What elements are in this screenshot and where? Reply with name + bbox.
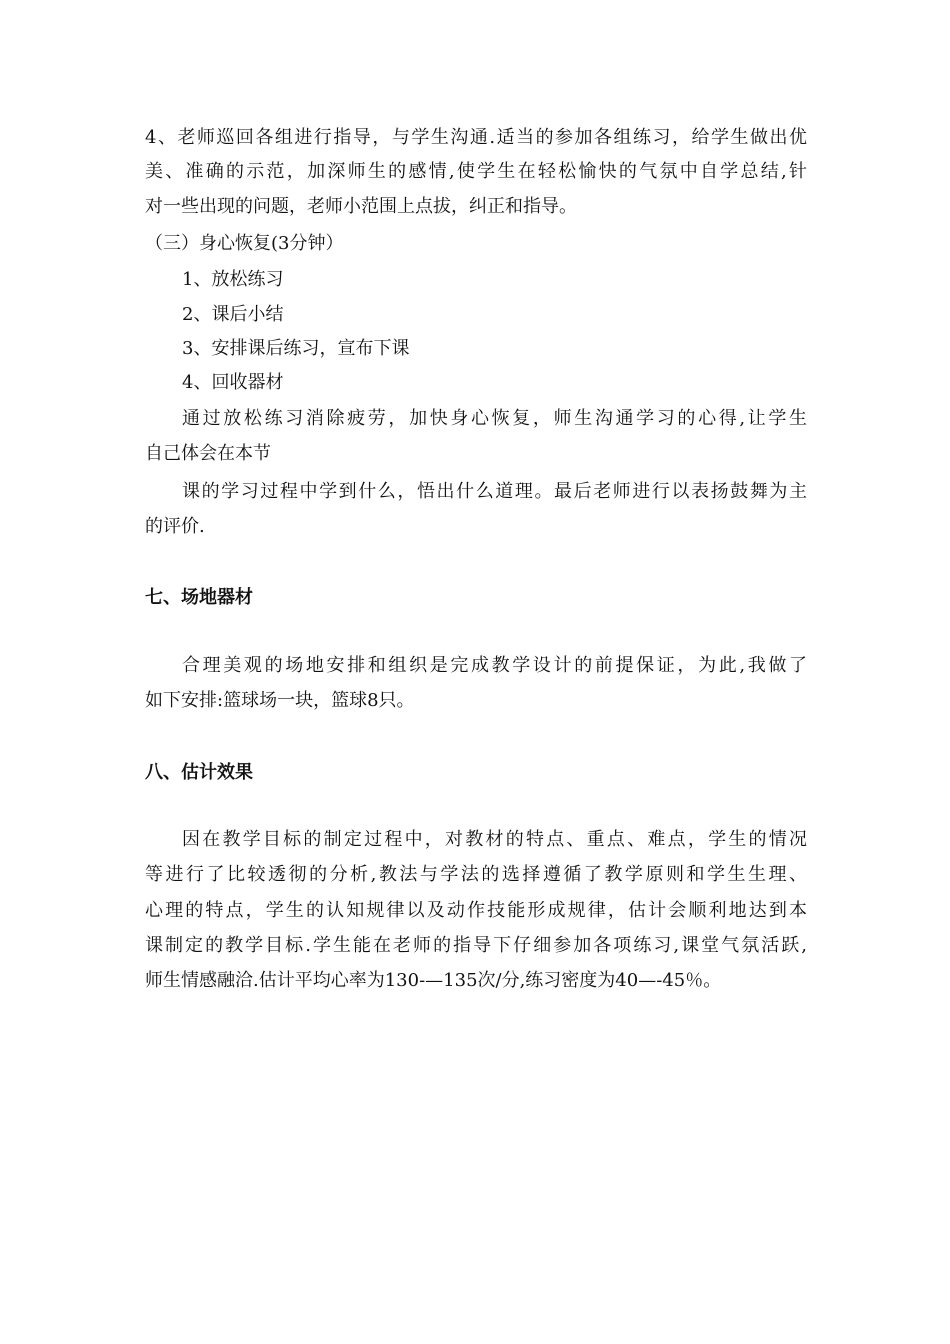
venue-para-line-2: 如下安排:篮球场一块，篮球8只。 [145, 690, 415, 711]
step-1: 1、放松练习 [182, 269, 284, 290]
effect-para-line-1: 因在教学目标的制定过程中，对教材的特点、重点、难点，学生的情况 [182, 829, 807, 850]
section-eight-title: 八、估计效果 [145, 762, 253, 783]
step-3: 3、安排课后练习，宣布下课 [182, 338, 410, 359]
item4-line-3: 对一些出现的问题，老师小范围上点拔，纠正和指导。 [145, 196, 577, 217]
section-seven-title: 七、场地器材 [145, 587, 253, 608]
subsection-3-title: （三）身心恢复(3分钟） [145, 233, 344, 254]
effect-para-line-3: 心理的特点，学生的认知规律以及动作技能形成规律，估计会顺利地达到本 [145, 900, 807, 921]
item4-line-1: 4、老师巡回各组进行指导，与学生沟通.适当的参加各组练习，给学生做出优 [145, 127, 807, 148]
recovery-para-line-4: 的评价. [145, 516, 205, 537]
item4-line-2: 美、准确的示范，加深师生的感情,使学生在轻松愉快的气氛中自学总结,针 [145, 161, 807, 182]
recovery-para-line-3: 课的学习过程中学到什么，悟出什么道理。最后老师进行以表扬鼓舞为主 [182, 481, 807, 502]
step-4: 4、回收器材 [182, 372, 284, 393]
effect-para-line-5: 师生情感融洽.估计平均心率为130-—135次/分,练习密度为40—-45％。 [145, 970, 722, 991]
effect-para-line-4: 课制定的教学目标.学生能在老师的指导下仔细参加各项练习,课堂气氛活跃, [145, 935, 807, 956]
effect-para-line-2: 等进行了比较透彻的分析,教法与学法的选择遵循了教学原则和学生生理、 [145, 864, 807, 885]
recovery-para-line-1: 通过放松练习消除疲劳，加快身心恢复，师生沟通学习的心得,让学生 [182, 408, 807, 429]
recovery-para-line-2: 自己体会在本节 [145, 443, 271, 464]
venue-para-line-1: 合理美观的场地安排和组织是完成教学设计的前提保证，为此,我做了 [182, 655, 807, 676]
step-2: 2、课后小结 [182, 304, 284, 325]
